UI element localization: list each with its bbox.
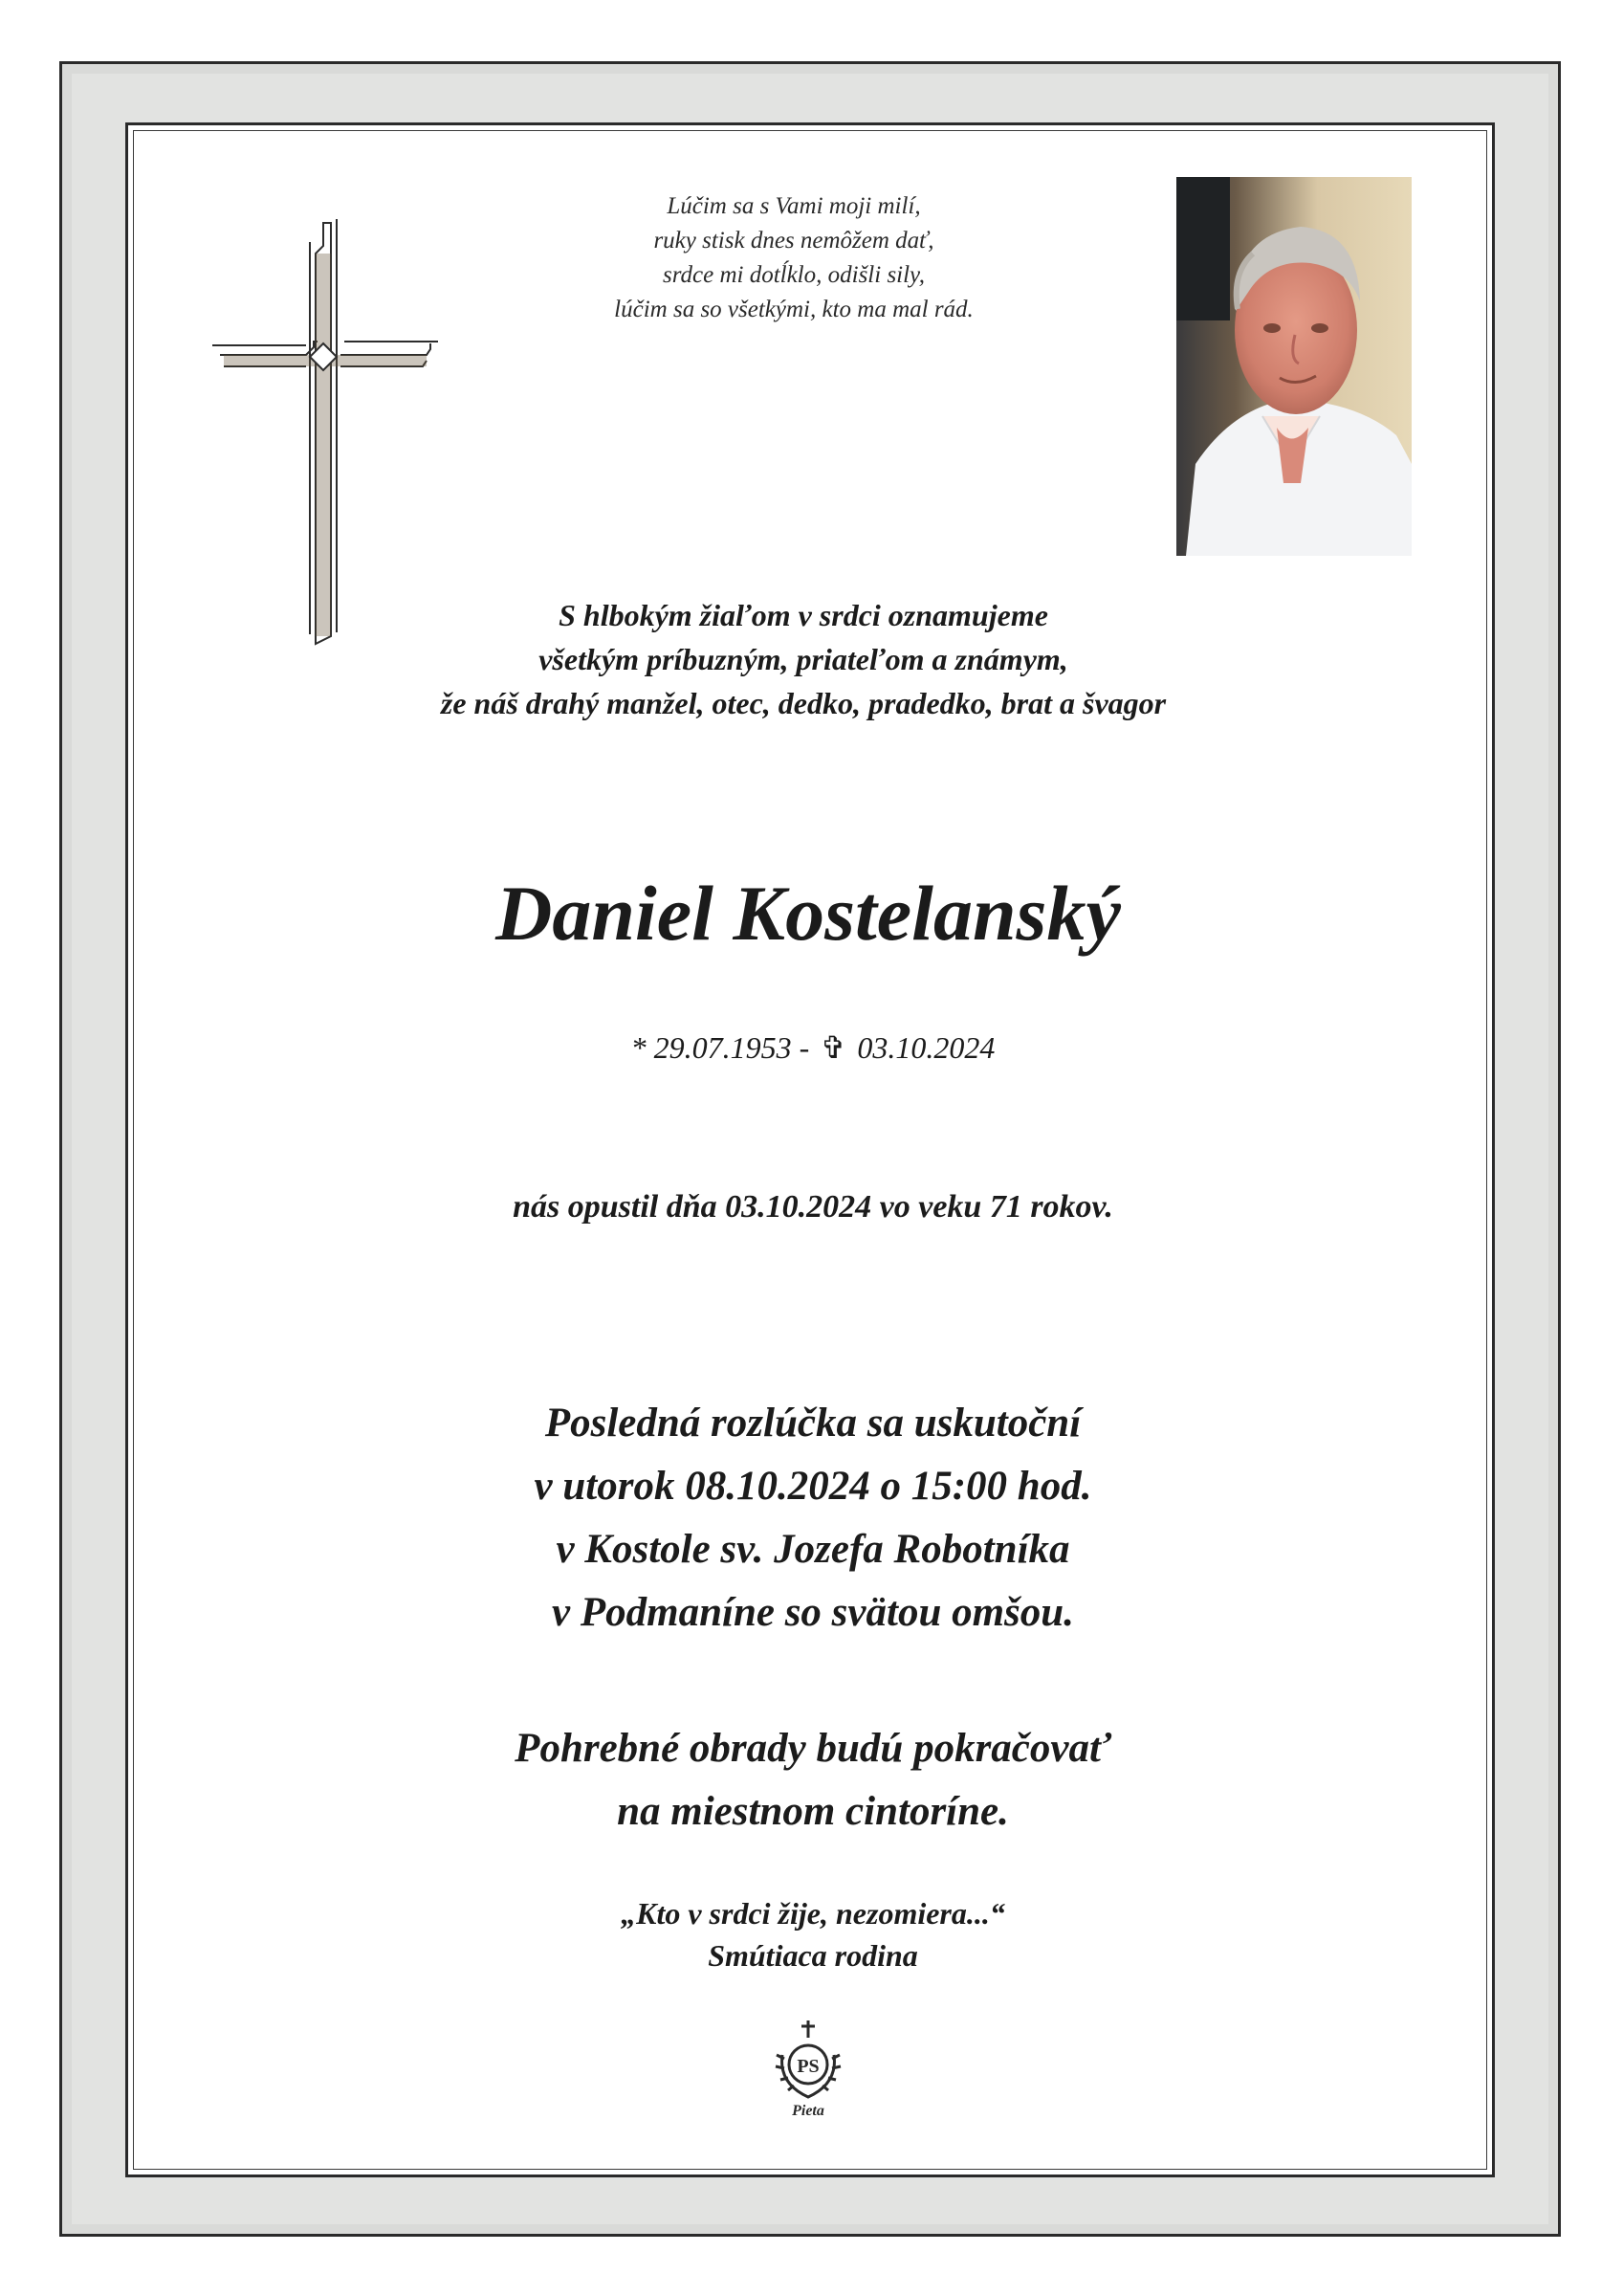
logo-monogram: PS (797, 2056, 820, 2077)
closing-text (383, 1892, 1243, 1976)
deceased-portrait-photo (1176, 177, 1412, 556)
deceased-name: Daniel Kostelanský (495, 870, 1121, 957)
poem-line: ruky stisk dnes nemôžem dať, (653, 228, 934, 254)
burial-info (239, 1717, 1387, 1843)
poem-line: srdce mi dotĺklo, odišli sily, (662, 262, 926, 288)
death-date: 03.10.2024 (857, 1030, 996, 1065)
funeral-service-info (239, 1392, 1387, 1645)
poem-line: lúčim sa so všetkými, kto ma mal rád. (614, 297, 974, 322)
announcement-text (249, 593, 1358, 725)
death-cross-icon: ✞ (820, 1030, 846, 1065)
pieta-logo-icon (765, 2017, 851, 2103)
burial-line: Pohrebné obrady budú pokračovať (515, 1726, 1111, 1771)
burial-line: na miestnom cintoríne. (617, 1789, 1009, 1834)
family-signature: Smútiaca rodina (708, 1938, 918, 1973)
funeral-line: v Podmaníne so svätou omšou. (552, 1590, 1074, 1635)
funeral-line: v Kostole sv. Jozefa Robotníka (556, 1527, 1070, 1572)
life-dates (383, 1028, 1243, 1067)
announcement-line: všetkým príbuzným, priateľom a známym, (538, 642, 1068, 676)
birth-date: * 29.07.1953 - (630, 1030, 810, 1065)
closing-quote: „Kto v srdci žije, nezomiera...“ (621, 1896, 1005, 1931)
funeral-line: Posledná rozlúčka sa uskutoční (544, 1401, 1082, 1446)
poem-line: Lúčim sa s Vami moji milí, (667, 193, 921, 219)
cross-icon (210, 215, 440, 655)
announcement-line: S hlbokým žiaľom v srdci oznamujeme (559, 598, 1048, 632)
passed-away-note: nás opustil dňa 03.10.2024 vo veku 71 rokov. (513, 1189, 1113, 1225)
farewell-poem (497, 189, 1090, 327)
funeral-line: v utorok 08.10.2024 o 15:00 hod. (534, 1464, 1092, 1509)
announcement-line: že náš drahý manžel, otec, dedko, pradedko, brat a švagor (440, 686, 1167, 720)
pieta-logo-text: Pieta (792, 2103, 824, 2119)
